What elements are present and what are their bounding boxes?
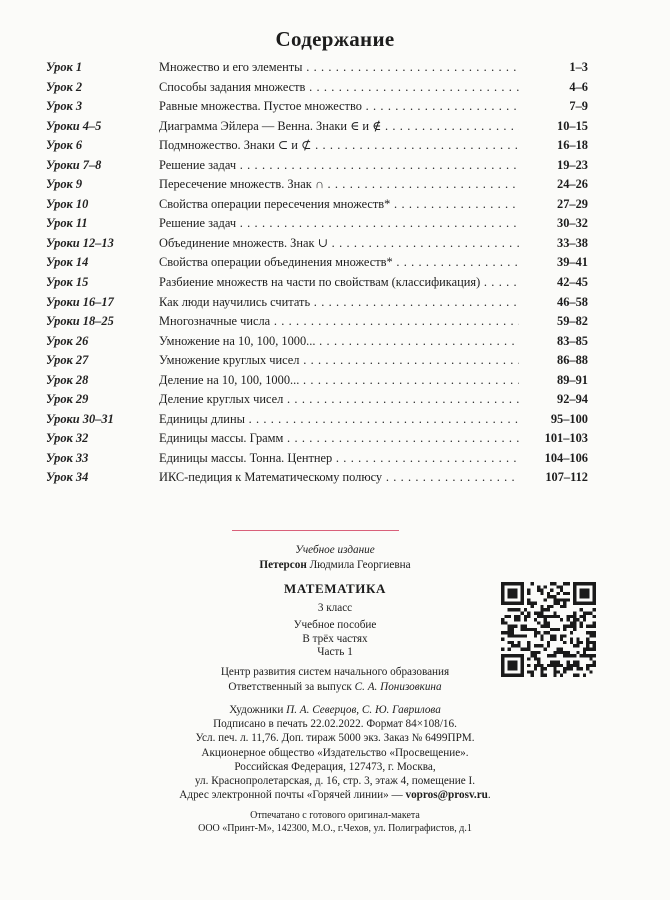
toc-topic: Как люди научились считать . . . [159,293,519,313]
toc-topic: Разбиение множеств на части по свойствам (классификация) . . . [159,273,519,293]
artists-block [155,703,515,745]
toc-pages: 7–9 [569,99,588,114]
toc-row [46,449,588,469]
toc-topic: Деление на 10, 100, 1000... . . . [159,371,519,391]
artists-label: Художники [229,704,284,716]
print-info: Усл. печ. л. 11,76. Доп. тираж 5000 экз. Заказ № 6499ПРМ. [195,732,475,744]
toc-lesson: Урок 3 [46,99,83,114]
book-type-block [155,619,515,660]
toc-row [46,351,588,371]
toc-row [46,97,588,117]
hotline-email: Адрес электронной почты «Горячей линии» — vopros@prosv.ru. [179,789,491,801]
email-label: Адрес электронной почты «Горячей линии» — [179,789,403,801]
toc-pages: 46–58 [557,294,588,309]
toc-lesson: Урок 28 [46,372,89,387]
toc-row [46,468,588,488]
email-address[interactable]: vopros@prosv.ru [405,789,488,801]
toc-pages: 86–88 [557,353,588,368]
toc-row [46,136,588,156]
part-number: Часть 1 [317,646,353,658]
toc-topic: Единицы длины . . . [159,410,519,430]
toc-row [46,175,588,195]
toc-pages: 33–38 [557,235,588,250]
divider-line [232,530,399,531]
toc-pages: 10–15 [557,118,588,133]
toc-pages: 42–45 [557,275,588,290]
toc-topic: Многозначные числа . . . [159,312,519,332]
toc-pages: 30–32 [557,216,588,231]
toc-row [46,253,588,273]
toc-pages: 24–26 [557,177,588,192]
toc-lesson: Урок 6 [46,138,83,153]
toc-topic: Диаграмма Эйлера — Венна. Знаки ∈ и ∉ . . . [159,117,519,137]
grade: 3 класс [317,602,353,614]
toc-row [46,312,588,332]
parts-count: В трёх частях [302,632,368,645]
toc-row [46,117,588,137]
toc-row [46,214,588,234]
toc-row [46,390,588,410]
toc-lesson: Урок 2 [46,79,83,94]
toc-row [46,234,588,254]
toc-topic: ИКС-педиция к Математическому полюсу . . . [159,468,519,488]
toc-lesson: Уроки 30–31 [46,411,114,426]
toc-topic: Умножение круглых чисел . . . [159,351,519,371]
toc-pages: 101–103 [544,431,588,446]
toc-pages: 27–29 [557,196,588,211]
printed-from: Отпечатано с готового оригинал-макета [250,810,420,821]
author-first-name: Людмила Георгиевна [309,559,411,571]
toc-lesson: Урок 10 [46,196,89,211]
toc-topic: Свойства операции пересечения множеств* . . . [159,195,519,215]
toc-lesson: Уроки 18–25 [46,314,114,329]
subject-title: МАТЕМАТИКА [284,581,386,596]
toc-row [46,371,588,391]
toc-pages: 39–41 [557,255,588,270]
toc-topic: Решение задач . . . [159,214,519,234]
toc-pages: 16–18 [557,138,588,153]
toc-pages: 95–100 [550,411,588,426]
printer: ООО «Принт-М», 142300, М.О., г.Чехов, ул. Полиграфистов, д.1 [198,823,472,834]
toc-lesson: Урок 11 [46,216,88,231]
toc-topic: Равные множества. Пустое множество . . . [159,97,519,117]
toc-lesson: Уроки 4–5 [46,118,102,133]
center-block [155,665,515,695]
toc-pages: 4–6 [569,79,588,94]
artists-names: П. А. Северцов, С. Ю. Гаврилова [286,704,441,716]
toc-row [46,410,588,430]
toc-lesson: Урок 9 [46,177,83,192]
toc-lesson: Урок 26 [46,333,89,348]
toc-pages: 89–91 [557,372,588,387]
publisher-block [155,746,515,788]
book-type: Учебное пособие [293,619,377,631]
toc-row [46,293,588,313]
toc-lesson: Урок 1 [46,60,83,74]
toc-row [46,273,588,293]
toc-lesson: Урок 14 [46,255,89,270]
toc-topic: Решение задач . . . [159,156,519,176]
toc-lesson: Урок 29 [46,392,89,407]
toc-row [46,429,588,449]
center-name: Центр развития систем начального образования [220,666,450,678]
qr-code-icon[interactable] [501,582,596,677]
author-last-name: Петерсон [259,559,307,571]
toc-row [46,58,588,78]
toc-topic: Пересечение множеств. Знак ∩ . . . [159,175,519,195]
address-line-1: Российская Федерация, 127473, г. Москва, [234,761,436,773]
toc-lesson: Урок 32 [46,431,89,446]
artists [155,703,515,717]
toc-topic: Единицы массы. Тонна. Центнер . . . [159,449,519,469]
print-signed: Подписано в печать 22.02.2022. Формат 84×108/16. [213,718,457,730]
toc-row [46,78,588,98]
toc-pages: 92–94 [557,392,588,407]
toc-topic: Умножение на 10, 100, 1000... . . . [159,332,519,352]
toc-pages: 59–82 [557,314,588,329]
toc-lesson: Уроки 16–17 [46,294,114,309]
responsible [155,680,515,695]
toc-lesson: Урок 34 [46,470,89,485]
toc-lesson: Уроки 7–8 [46,157,102,172]
toc-pages: 83–85 [557,333,588,348]
toc-pages: 104–106 [544,450,588,465]
address-line-2: ул. Краснопролетарская, д. 16, стр. 3, этаж 4, помещение I. [194,775,476,787]
toc-pages: 107–112 [545,470,588,485]
toc-topic: Свойства операции объединения множеств* . . . [159,253,519,273]
toc-lesson: Урок 27 [46,353,89,368]
toc-topic: Способы задания множеств . . . [159,78,519,98]
printer-block [155,809,515,835]
toc-lesson: Урок 33 [46,450,89,465]
responsible-label: Ответственный за выпуск [228,681,352,693]
toc-topic: Подмножество. Знаки ⊂ и ⊄ . . . [159,136,519,156]
table-of-contents [46,58,588,488]
responsible-name: С. А. Понизовкина [354,681,442,693]
author [155,558,515,572]
toc-topic: Единицы массы. Грамм . . . [159,429,519,449]
toc-topic: Множество и его элементы . . . [159,58,519,78]
toc-row [46,195,588,215]
toc-title: Содержание [275,27,395,51]
toc-topic: Деление круглых чисел . . . [159,390,519,410]
toc-topic: Объединение множеств. Знак ∪ . . . [159,234,519,254]
toc-row [46,332,588,352]
toc-pages: 1–3 [569,60,588,74]
edition-type: Учебное издание [295,544,375,556]
toc-lesson: Уроки 12–13 [46,235,114,250]
toc-row [46,156,588,176]
toc-pages: 19–23 [557,157,588,172]
toc-lesson: Урок 15 [46,275,89,290]
publisher: Акционерное общество «Издательство «Просвещение». [201,747,469,759]
